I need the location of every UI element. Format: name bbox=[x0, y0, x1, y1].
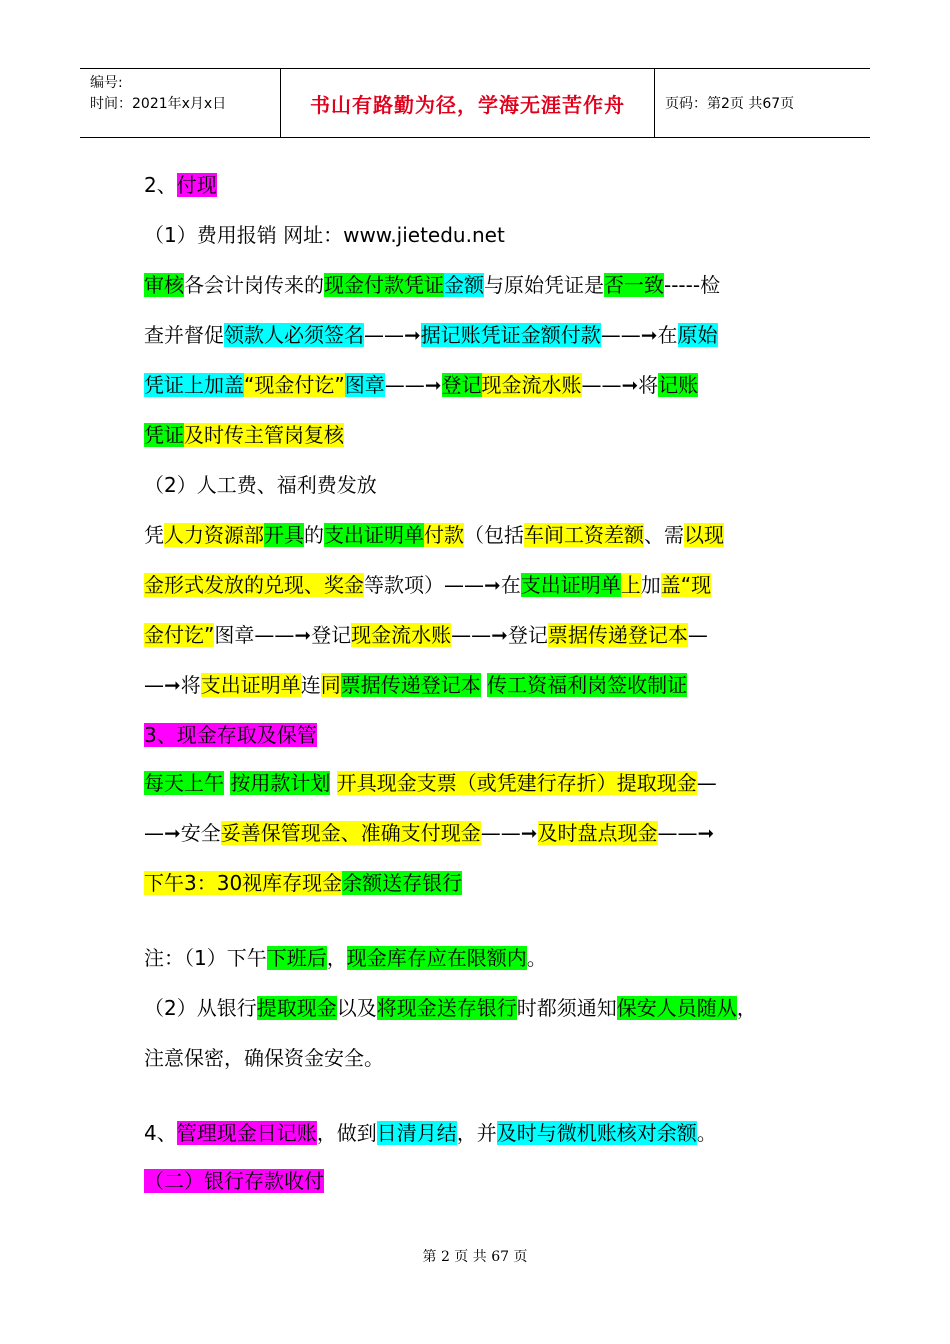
header-page-info: 页码：第2页 共67页 bbox=[665, 96, 795, 112]
text-segment: ——➞ bbox=[364, 323, 421, 347]
text-line bbox=[144, 1118, 717, 1148]
highlighted-text: 车间工资差额 bbox=[524, 523, 644, 547]
highlighted-text: 支出证明单 bbox=[520, 573, 621, 597]
text-segment: 。 bbox=[696, 1121, 717, 1145]
highlighted-text: 下午3：30视库存现金 bbox=[144, 871, 343, 895]
text-segment: — bbox=[696, 771, 717, 795]
highlighted-text: 票据传递登记本 bbox=[547, 623, 688, 647]
highlighted-text: 金付讫” bbox=[144, 623, 215, 647]
text-segment: 连 bbox=[300, 673, 321, 697]
highlighted-text: 记账 bbox=[658, 373, 699, 397]
highlighted-text: 余额送存银行 bbox=[342, 871, 463, 895]
highlighted-text: 3、现金存取及保管 bbox=[144, 723, 317, 747]
text-segment: ——➞在 bbox=[600, 323, 678, 347]
text-segment: ——➞ bbox=[480, 821, 538, 845]
highlighted-text: 上 bbox=[620, 573, 641, 597]
highlighted-text: 同 bbox=[320, 673, 341, 697]
text-segment: 、需 bbox=[644, 523, 684, 547]
text-segment: —➞将 bbox=[144, 673, 201, 697]
text-segment: 图章——➞登记 bbox=[214, 623, 352, 647]
text-segment: （包括 bbox=[464, 523, 524, 547]
text-segment: 注：（1）下午 bbox=[144, 946, 267, 970]
text-line bbox=[144, 270, 720, 300]
text-segment: （2）人工费、福利费发放 bbox=[144, 473, 377, 497]
text-segment: ——➞将 bbox=[581, 373, 659, 397]
text-segment: 各会计岗传来的 bbox=[184, 273, 324, 297]
header-time-label: 时间：2021年x月x日 bbox=[90, 96, 227, 112]
highlighted-text: 支出证明单 bbox=[200, 673, 301, 697]
highlighted-text: 盖“现 bbox=[660, 573, 712, 597]
highlighted-text: 原始 bbox=[677, 323, 718, 347]
highlighted-text: 妥善保管现金、准确支付现金 bbox=[220, 821, 481, 845]
highlighted-text: 传工资福利岗签收制证 bbox=[487, 673, 688, 697]
page-header bbox=[80, 68, 870, 138]
highlighted-text: 领款人必须签名 bbox=[224, 323, 364, 347]
highlighted-text: （二）银行存款收付 bbox=[144, 1169, 324, 1193]
highlighted-text: 否一致 bbox=[604, 273, 664, 297]
text-segment: 查并督促 bbox=[144, 323, 224, 347]
text-segment: ，做到 bbox=[316, 1121, 377, 1145]
highlighted-text: 保安人员随从 bbox=[616, 996, 737, 1020]
text-segment: ，并 bbox=[456, 1121, 497, 1145]
text-line bbox=[144, 420, 344, 450]
text-segment: — bbox=[687, 623, 708, 647]
page-footer: 第 2 页 共 67 页 bbox=[422, 1249, 528, 1265]
text-line bbox=[144, 620, 708, 650]
highlighted-text: 金形式发放的兑现、奖金 bbox=[144, 573, 364, 597]
text-segment: 注意保密，确保资金安全。 bbox=[144, 1046, 384, 1070]
text-line bbox=[144, 570, 711, 600]
highlighted-text: “现金付讫” bbox=[244, 373, 345, 397]
highlighted-text: 及时盘点现金 bbox=[537, 821, 658, 845]
text-segment: 以及 bbox=[336, 996, 377, 1020]
highlighted-text: 人力资源部 bbox=[164, 523, 264, 547]
text-line bbox=[144, 370, 698, 400]
highlighted-text: 日清月结 bbox=[376, 1121, 457, 1145]
highlighted-text: 现金流水账 bbox=[351, 623, 452, 647]
text-segment: ， bbox=[326, 946, 347, 970]
highlighted-text: 以现 bbox=[684, 523, 724, 547]
highlighted-text: 每天上午 bbox=[144, 771, 224, 795]
highlighted-text: 票据传递登记本 bbox=[340, 673, 481, 697]
highlighted-text: 开具现金支票（或凭建行存折）提取现金 bbox=[336, 771, 697, 795]
highlighted-text: 及时与微机账核对余额 bbox=[496, 1121, 697, 1145]
highlighted-text: 支出证明单 bbox=[324, 523, 424, 547]
text-segment: 凭 bbox=[144, 523, 164, 547]
highlighted-text: 付款 bbox=[424, 523, 464, 547]
text-segment: ， bbox=[736, 996, 757, 1020]
highlighted-text: 管理现金日记账 bbox=[176, 1121, 317, 1145]
header-meta bbox=[80, 69, 281, 137]
text-line bbox=[144, 868, 462, 898]
text-line bbox=[144, 818, 714, 848]
text-segment: 时都须通知 bbox=[516, 996, 617, 1020]
highlighted-text: 现金流水账 bbox=[481, 373, 582, 397]
highlighted-text: 提取现金 bbox=[256, 996, 337, 1020]
text-segment bbox=[330, 771, 336, 795]
header-number-label: 编号: bbox=[90, 75, 123, 91]
text-segment: -----检 bbox=[664, 273, 721, 297]
text-segment: 与原始凭证是 bbox=[484, 273, 604, 297]
text-line bbox=[144, 320, 718, 350]
highlighted-text: 审核 bbox=[144, 273, 184, 297]
text-segment: ——➞ bbox=[657, 821, 715, 845]
highlighted-text: 及时传主管岗复核 bbox=[184, 423, 344, 447]
highlighted-text: 凭证 bbox=[144, 423, 184, 447]
header-motto: 书山有路勤为径，学海无涯苦作舟 bbox=[281, 69, 655, 137]
text-segment: 加 bbox=[640, 573, 661, 597]
highlighted-text: 现金库存应在限额内 bbox=[346, 946, 527, 970]
text-line bbox=[144, 520, 724, 550]
text-segment: —➞安全 bbox=[144, 821, 221, 845]
text-line bbox=[144, 1166, 324, 1196]
text-segment: ——➞登记 bbox=[451, 623, 548, 647]
text-line bbox=[144, 943, 547, 973]
highlighted-text: 图章 bbox=[344, 373, 385, 397]
text-line bbox=[144, 170, 217, 200]
highlighted-text: 登记 bbox=[441, 373, 482, 397]
text-segment: 。 bbox=[526, 946, 547, 970]
text-segment: （2）从银行 bbox=[144, 996, 257, 1020]
text-line bbox=[144, 220, 505, 250]
highlighted-text: 据记账凭证金额付款 bbox=[420, 323, 601, 347]
highlighted-text: 现金付款凭证 bbox=[324, 273, 444, 297]
highlighted-text: 金额 bbox=[444, 273, 484, 297]
text-line bbox=[144, 1043, 384, 1073]
highlighted-text: 将现金送存银行 bbox=[376, 996, 517, 1020]
text-line bbox=[144, 670, 687, 700]
text-segment: 等款项）——➞在 bbox=[364, 573, 521, 597]
text-line bbox=[144, 993, 757, 1023]
text-line bbox=[144, 720, 317, 750]
highlighted-text: 开具 bbox=[264, 523, 304, 547]
text-segment: 的 bbox=[304, 523, 324, 547]
text-segment: 4、 bbox=[144, 1121, 177, 1145]
text-segment: （1）费用报销 网址：www.jietedu.net bbox=[144, 223, 505, 247]
text-segment: 2、 bbox=[144, 173, 177, 197]
highlighted-text: 下班后 bbox=[266, 946, 327, 970]
highlighted-text: 付现 bbox=[176, 173, 217, 197]
text-segment: ——➞ bbox=[384, 373, 442, 397]
highlighted-text: 按用款计划 bbox=[230, 771, 331, 795]
text-line bbox=[144, 470, 377, 500]
text-line bbox=[144, 768, 717, 798]
highlighted-text: 凭证上加盖 bbox=[144, 373, 244, 397]
